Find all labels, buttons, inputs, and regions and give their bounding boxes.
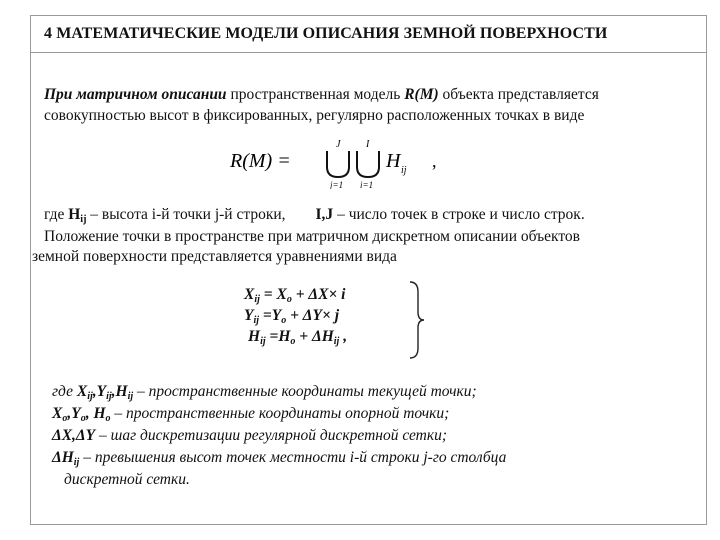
intro-text-a: пространственная модель <box>226 86 405 103</box>
intro-line-1 <box>44 85 599 105</box>
where-ij: I,J <box>315 206 334 223</box>
union-symbol-i <box>357 151 379 177</box>
formula-upper-i: I <box>366 139 370 150</box>
page-title: 4 МАТЕМАТИЧЕСКИЕ МОДЕЛИ ОПИСАНИЯ ЗЕМНОЙ ПОВЕРХНОСТИ <box>44 25 608 42</box>
intro-model: R(M) <box>404 86 439 103</box>
model-formula <box>226 139 446 189</box>
equation-h: $H_{ij} =H_o + \Delta H_{ij}$ , <box>248 328 348 347</box>
where-h-sub: ij <box>80 214 87 225</box>
where-h: H <box>68 206 81 223</box>
definitions-list <box>52 381 506 491</box>
definition-grid-step: ΔX,ΔY – шаг дискретизации регулярной дискретной сетки; <box>52 427 448 444</box>
formula-term-sub: ij <box>401 165 407 176</box>
definition-reference-point: $X_o,Y_o$, $H_o$ – пространственные координаты опорной точки; <box>52 405 450 424</box>
system-brace <box>404 280 428 360</box>
coordinate-equations <box>244 284 347 347</box>
definition-current-point: где $X_{ij},Y_{ij},H_{ij}$ – пространственные координаты текущей точки; <box>52 383 477 402</box>
formula-lower-i: i=1 <box>360 180 374 189</box>
formula-lower-j: j=1 <box>330 180 344 189</box>
where-prefix: где <box>44 206 69 223</box>
formula-lhs: R(M) = <box>230 150 291 172</box>
equation-y: $Y_{ij} =Y_o + \Delta Y\times j$ <box>244 307 340 326</box>
where-line <box>44 205 585 225</box>
formula-term: H <box>386 150 401 172</box>
position-line-2: земной поверхности представляется уравнениями вида <box>32 248 397 265</box>
position-line-1: Положение точки в пространстве при матричном дискретном описании объектов <box>44 228 580 245</box>
intro-line-2: совокупностью высот в фиксированных, регулярно расположенных точках в виде <box>44 107 585 124</box>
formula-tail: , <box>432 151 437 171</box>
where-h-text: – высота i-й точки j-й строки, <box>86 206 286 223</box>
intro-lead: При матричном описании <box>44 86 227 103</box>
equation-x: $X_{ij} = X_o + \Delta X\times i$ <box>244 286 346 305</box>
union-symbol-j <box>327 151 349 177</box>
definition-height-excess: $\Delta H_{ij}$ – превышения высот точек местности i-й строки j-го столбца <box>52 449 507 468</box>
definition-continuation: дискретной сетки. <box>64 471 190 488</box>
where-ij-text: – число точек в строке и число строк. <box>333 206 585 223</box>
formula-upper-j: J <box>336 139 341 150</box>
intro-text-b: объекта представляется <box>438 86 599 103</box>
